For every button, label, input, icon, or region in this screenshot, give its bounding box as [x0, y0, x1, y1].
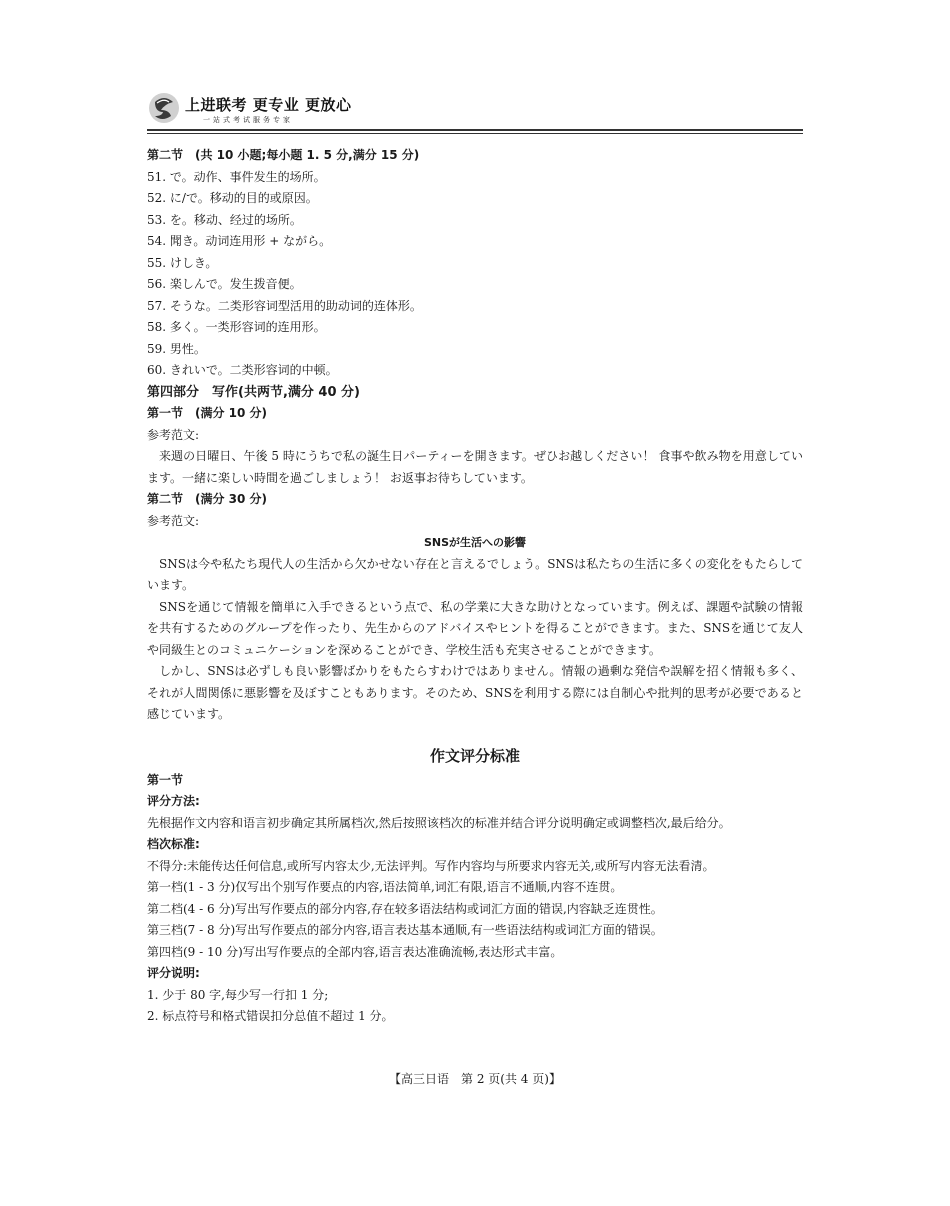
level-item: 第二档(4 - 6 分)写出写作要点的部分内容,存在较多语法结构或词汇方面的错误,内容缺乏连贯性。 — [147, 901, 663, 916]
brand-subtitle: 一站式考试服务专家 — [203, 116, 293, 124]
notes-label: 评分说明: — [147, 966, 200, 980]
answer-item: 59. 男性。 — [147, 341, 206, 356]
sample-essay-short: 来週の日曜日、午後 5 時にうちで私の誕生日パーティーを開きます。ぜひお越しください！ 食事や飲み物を用意しています。一緒に楽しい時間を過ごしましょう！ お返事お待ちしています。 — [147, 449, 803, 485]
answer-item: 58. 多く。一类形容词的连用形。 — [147, 320, 326, 334]
criteria-title: 作文评分标准 — [429, 746, 520, 765]
level-item: 第一档(1 - 3 分)仅写出个别写作要点的内容,语法简单,词汇有限,语言不通顺,内容不连贯。 — [147, 880, 623, 894]
header-rule-thin — [147, 133, 803, 134]
sample-label: 参考范文: — [147, 427, 200, 442]
criteria-section-label: 第一节 — [147, 772, 184, 787]
level-item: 不得分:未能传达任何信息,或所写内容太少,无法评判。写作内容均与所要求内容无关,或所写内容无法看清。 — [147, 858, 715, 873]
answer-item: 60. きれいで。二类形容词的中顿。 — [147, 363, 338, 377]
answer-item: 54. 聞き。动词连用形 + ながら。 — [147, 234, 332, 248]
part4-sub1-heading: 第一节 (满分 10 分) — [147, 406, 268, 420]
page-header — [147, 88, 803, 136]
brand-title: 上进联考 更专业 更放心 — [185, 96, 352, 114]
header-rule — [147, 129, 803, 131]
sample-label: 参考范文: — [147, 513, 200, 528]
part4-heading: 第四部分 写作(共两节,满分 40 分) — [147, 384, 360, 400]
method-label: 评分方法: — [147, 794, 200, 808]
answer-item: 56. 楽しんで。发生拨音便。 — [147, 277, 302, 291]
answer-item: 52. に/で。移动的目的或原因。 — [147, 191, 318, 205]
brand-logo-icon — [147, 90, 181, 126]
method-text: 先根据作文内容和语言初步确定其所属档次,然后按照该档次的标准并结合评分说明确定或调整档次,最后给分。 — [147, 815, 731, 830]
essay-paragraph: SNSを通じて情報を簡単に入手できるという点で、私の学業に大きな助けとなっています。例えば、課題や試験の情報を共有するためのグループを作ったり、先生からのアドバイスやヒントを得ることができます。また、SNSを通じて友人や同級生とのコミュニケーションを深めることができ、学校生活も充実させることができます。 — [147, 599, 803, 657]
level-item: 第三档(7 - 8 分)写出写作要点的部分内容,语言表达基本通顺,有一些语法结构或词汇方面的错误。 — [147, 923, 663, 937]
levels-label: 档次标准: — [147, 837, 200, 851]
section2-heading: 第二节 (共 10 小题;每小题 1. 5 分,满分 15 分) — [147, 148, 420, 162]
answer-item: 55. けしき。 — [147, 255, 218, 270]
essay-paragraph: しかし、SNSは必ずしも良い影響ばかりをもたらすわけではありません。情報の過剰な発信や誤解を招く情報も多く、それが人間関係に悪影響を及ぼすこともあります。そのため、SNSを利用する際には自制心や批判的思考が必要であると感じています。 — [147, 664, 803, 721]
level-item: 第四档(9 - 10 分)写出写作要点的全部内容,语言表达准确流畅,表达形式丰富。 — [147, 944, 563, 959]
page-content — [147, 145, 803, 1028]
answer-item: 51. で。动作、事件发生的场所。 — [147, 169, 326, 184]
note-item: 1. 少于 80 字,每少写一行扣 1 分; — [147, 987, 329, 1002]
essay-paragraph: SNSは今や私たち現代人の生活から欠かせない存在と言えるでしょう。SNSは私たちの生活に多くの変化をもたらしています。 — [147, 556, 803, 592]
page-footer: 【高三日语 第 2 页(共 4 页)】 — [389, 1072, 561, 1086]
part4-sub2-heading: 第二节 (满分 30 分) — [147, 492, 268, 506]
answer-item: 57. そうな。二类形容词型活用的助动词的连体形。 — [147, 298, 422, 313]
note-item: 2. 标点符号和格式错误扣分总值不超过 1 分。 — [147, 1009, 394, 1023]
essay-title: SNSが生活への影響 — [423, 536, 527, 549]
answer-item: 53. を。移动、经过的场所。 — [147, 212, 302, 227]
